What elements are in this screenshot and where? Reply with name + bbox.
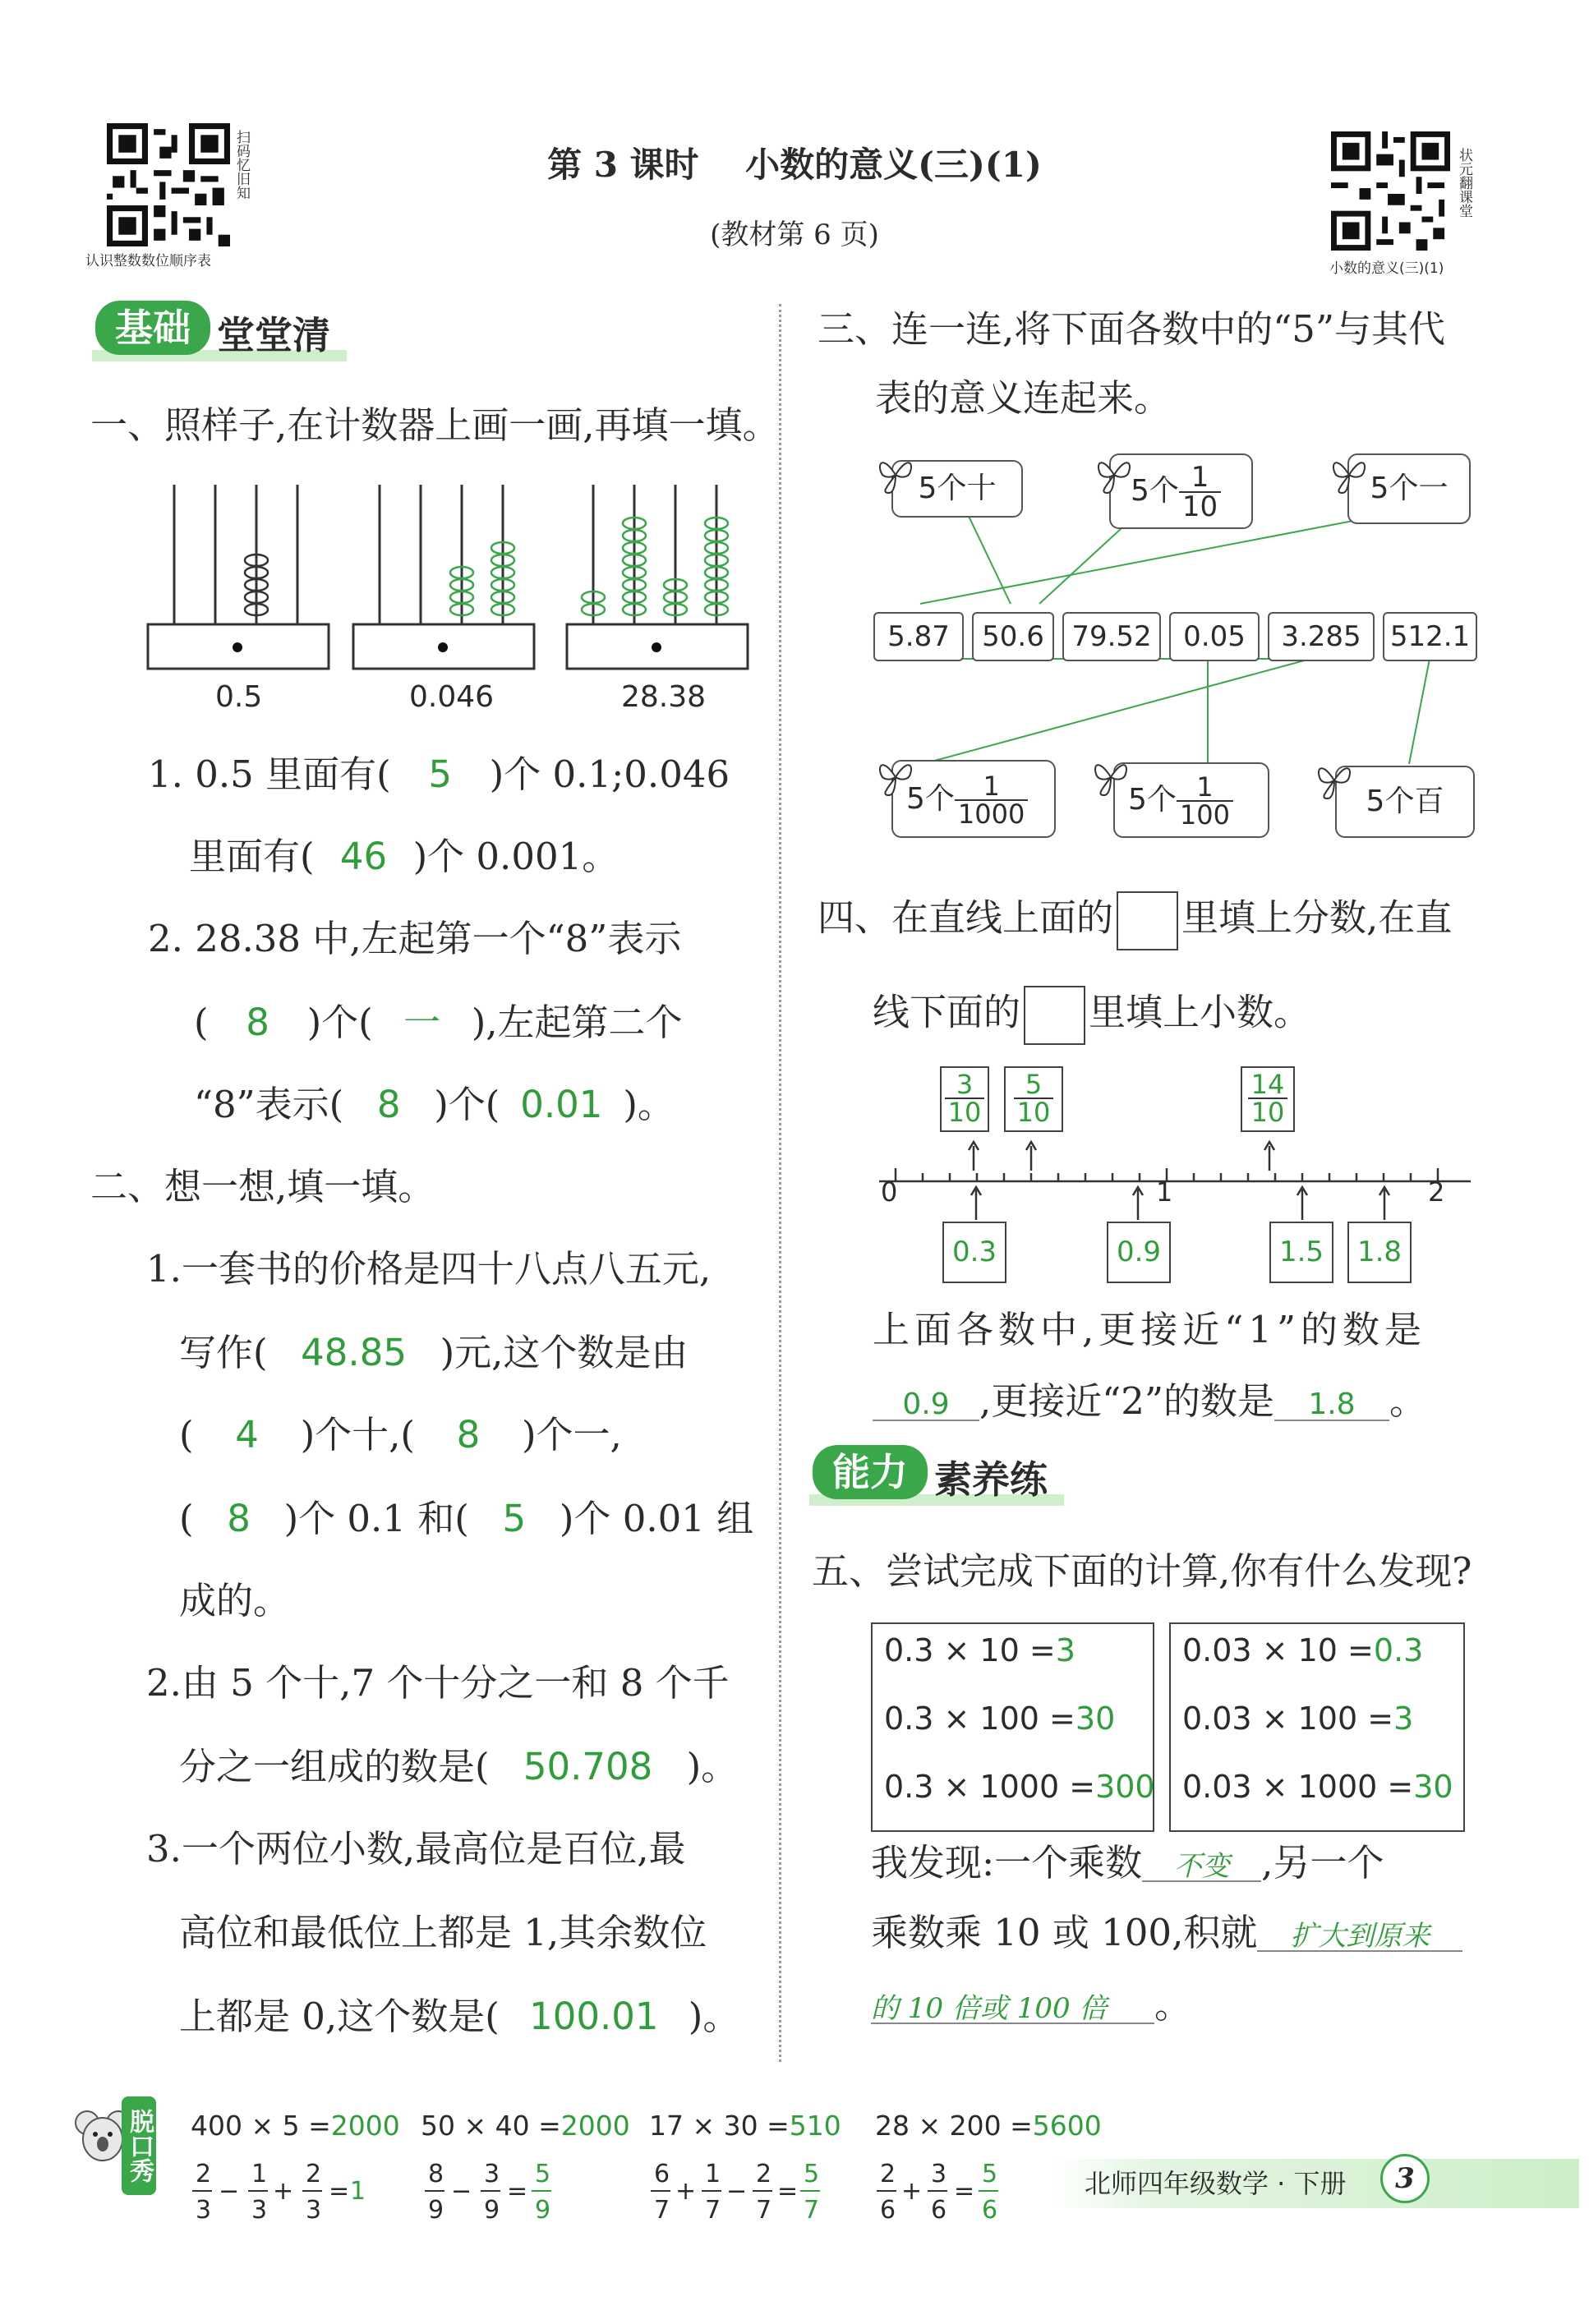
svg-text:6: 6 — [880, 2196, 896, 2225]
svg-text:=: = — [954, 2177, 975, 2206]
butterfly-icon — [1331, 453, 1367, 496]
fraction-box-3-10[interactable]: $\frac{3}{10}$ — [940, 1066, 989, 1132]
q4-title-1: 四、在直线上面的 里填上分数,在直 — [818, 891, 1452, 950]
q2-s1-line3: ( 4 )个十,( 8 )个一, — [179, 1413, 622, 1457]
svg-text:9: 9 — [428, 2196, 444, 2225]
butterfly-icon — [877, 453, 914, 496]
oral-calc-3: 17 × 30 =510 — [649, 2110, 841, 2142]
svg-text:7: 7 — [756, 2196, 772, 2225]
q4-conclusion-2: 0.9 ,更接近“2”的数是 1.8 。 — [873, 1383, 1426, 1421]
butterfly-icon — [1093, 756, 1129, 798]
svg-text:3: 3 — [306, 2196, 322, 2225]
calc-right-1: 0.03 × 10 =0.3 — [1182, 1632, 1424, 1668]
abacus-label-1: 0.5 — [215, 680, 263, 714]
svg-text:8: 8 — [428, 2160, 444, 2188]
q1-s2-line2: ( 8 )个( 一 ),左起第二个 — [194, 1001, 683, 1044]
svg-text:7: 7 — [804, 2196, 820, 2225]
svg-text:2: 2 — [196, 2160, 212, 2188]
card-5-hundreds[interactable]: 5个百 — [1335, 766, 1475, 838]
calc-left-1: 0.3 × 10 =3 — [884, 1632, 1075, 1668]
q1-s1-line2: 里面有( 46 )个 0.001。 — [189, 835, 619, 878]
calc-box-left — [871, 1622, 1154, 1832]
oral-calc-1: 400 × 5 =2000 — [191, 2110, 400, 2142]
q5-finding-2: 乘数乘 10 或 100,积就 扩大到原来 — [871, 1914, 1462, 1952]
q2-s3-line3: 上都是 0,这个数是( 100.01 )。 — [179, 1995, 740, 2038]
svg-text:2: 2 — [756, 2160, 772, 2188]
empty-box-icon — [1024, 986, 1085, 1045]
number-box-5-87[interactable]: 5.87 — [873, 612, 964, 661]
svg-text:3: 3 — [196, 2196, 212, 2225]
q2-title: 二、想一想,填一填。 — [90, 1165, 435, 1208]
q2-s3-line2: 高位和最低位上都是 1,其余数位 — [179, 1911, 707, 1954]
svg-text:2: 2 — [306, 2160, 322, 2188]
abacus-label-2: 0.046 — [409, 680, 495, 714]
abacus-group — [140, 476, 756, 674]
number-box-3-285[interactable]: 3.285 — [1268, 612, 1375, 661]
svg-text:2: 2 — [880, 2160, 896, 2188]
footer-badge-text: 脱口秀 — [122, 2096, 156, 2195]
qr-left-side-text: 扫码忆旧知 — [233, 130, 250, 200]
calc-left-2: 0.3 × 100 =30 — [884, 1700, 1116, 1737]
badge-basic-1: 基础 — [95, 301, 210, 355]
card-5-hundredths[interactable]: 5个 $\frac{1}{100}$ — [1113, 762, 1269, 838]
number-box-50-6[interactable]: 50.6 — [972, 612, 1054, 661]
qr-right-caption: 小数的意义(三)(1) — [1329, 260, 1444, 277]
number-box-0-05[interactable]: 0.05 — [1169, 612, 1260, 661]
abacus-3 — [567, 485, 748, 669]
svg-text:1: 1 — [350, 2177, 366, 2206]
svg-text:6: 6 — [931, 2196, 947, 2225]
section-badge-basic — [92, 297, 347, 363]
answer-blank[interactable]: 1.8 — [1274, 1390, 1389, 1421]
q5-title: 五、尝试完成下面的计算,你有什么发现? — [812, 1549, 1472, 1593]
abacus-1 — [148, 485, 329, 669]
q5-finding-3: 的 10 倍或 100 倍 。 — [871, 1983, 1192, 2027]
q5-finding-1: 我发现:一个乘数 不变 ,另一个 — [871, 1841, 1384, 1885]
svg-text:−: − — [219, 2177, 240, 2206]
column-divider — [779, 304, 781, 2062]
badge-basic-2: 堂堂清 — [217, 313, 330, 357]
q4-title-2: 线下面的 里填上小数。 — [873, 986, 1310, 1045]
abacus-2 — [353, 485, 534, 669]
frac-calc-4 — [877, 2160, 998, 2225]
svg-text:1: 1 — [251, 2160, 268, 2188]
decimal-box-1-8[interactable]: 1.8 — [1347, 1222, 1412, 1283]
q2-s2-line2: 分之一组成的数是( 50.708 )。 — [179, 1745, 739, 1788]
q3-title-1: 三、连一连,将下面各数中的“5”与其代 — [818, 307, 1445, 351]
decimal-box-0-9[interactable]: 0.9 — [1107, 1222, 1171, 1283]
svg-text:7: 7 — [705, 2196, 721, 2225]
decimal-box-1-5[interactable]: 1.5 — [1269, 1222, 1333, 1283]
answer-blank[interactable]: 4 — [235, 1413, 259, 1457]
q4-conclusion-1: 上面各数中,更接近“1”的数是 — [873, 1308, 1426, 1351]
q1-s2-line1: 2. 28.38 中,左起第一个“8”表示 — [148, 917, 682, 960]
answer-blank[interactable]: 0.01 — [520, 1083, 603, 1126]
svg-text:3: 3 — [931, 2160, 947, 2188]
q3-title-2: 表的意义连起来。 — [875, 376, 1172, 420]
book-name: 北师四年级数学 · 下册 — [1085, 2168, 1347, 2199]
answer-blank[interactable]: 0.9 — [873, 1390, 979, 1421]
answer-blank[interactable]: 8 — [376, 1083, 401, 1126]
frac-calc-1 — [192, 2160, 366, 2225]
calc-left-3: 0.3 × 1000 =300 — [884, 1769, 1155, 1805]
qr-code-right[interactable] — [1331, 131, 1450, 254]
answer-blank[interactable]: 5 — [502, 1497, 527, 1540]
answer-blank[interactable]: 8 — [227, 1497, 251, 1540]
svg-text:1: 1 — [705, 2160, 721, 2188]
card-5-tenths[interactable]: 5个 $\frac{1}{10}$ — [1109, 453, 1253, 529]
svg-text:+: + — [273, 2177, 294, 2206]
svg-text:=: = — [329, 2177, 350, 2206]
answer-blank[interactable]: 扩大到原来 — [1257, 1922, 1462, 1952]
axis-label-2: 2 — [1428, 1176, 1445, 1208]
page-title: 第 3 课时 小数的意义(三)(1) — [547, 145, 1042, 185]
card-5-ones[interactable]: 5个一 — [1347, 453, 1471, 524]
page-subtitle: (教材第 6 页) — [710, 219, 879, 251]
answer-blank[interactable]: 不变 — [1142, 1852, 1261, 1882]
number-box-79-52[interactable]: 79.52 — [1062, 612, 1161, 661]
decimal-box-0-3[interactable]: 0.3 — [942, 1222, 1006, 1283]
number-box-512-1[interactable]: 512.1 — [1383, 612, 1477, 661]
q1-s1-line1: 1. 0.5 里面有( 5 )个 0.1;0.046 — [148, 752, 730, 796]
q2-s1-line2: 写作( 48.85 )元,这个数是由 — [179, 1331, 689, 1374]
svg-text:−: − — [451, 2177, 472, 2206]
page-number: 3 — [1380, 2154, 1430, 2203]
svg-text:5: 5 — [804, 2160, 820, 2188]
axis-label-0: 0 — [881, 1176, 898, 1208]
badge-ability-1: 能力 — [813, 1445, 928, 1499]
qr-right-side-text: 状元翻课堂 — [1456, 148, 1472, 218]
frac-calc-2 — [425, 2160, 551, 2225]
footer-badge — [74, 2096, 164, 2203]
calc-box-right — [1169, 1622, 1465, 1832]
answer-blank[interactable]: 的 10 倍或 100 倍 — [871, 1995, 1154, 2024]
q2-s1-line5: 成的。 — [179, 1579, 291, 1622]
axis-label-1: 1 — [1156, 1176, 1173, 1208]
butterfly-icon — [1096, 453, 1132, 496]
answer-blank[interactable]: 100.01 — [529, 1995, 659, 2038]
svg-text:3: 3 — [484, 2160, 500, 2188]
answer-blank[interactable]: 一 — [403, 1001, 441, 1044]
fraction-oral-calcs — [191, 2154, 1029, 2228]
calc-right-2: 0.03 × 100 =3 — [1182, 1700, 1414, 1737]
q1-s2-line3: “8”表示( 8 )个( 0.01 )。 — [194, 1083, 675, 1126]
section-badge-ability — [809, 1442, 1064, 1507]
fraction-box-14-10[interactable]: $\frac{14}{10}$ — [1241, 1066, 1295, 1132]
svg-text:6: 6 — [982, 2196, 998, 2225]
answer-blank[interactable]: 46 — [339, 835, 388, 878]
svg-text:−: − — [726, 2177, 748, 2206]
answer-blank[interactable]: 48.85 — [301, 1331, 407, 1374]
svg-text:3: 3 — [251, 2196, 268, 2225]
qr-left-caption: 认识整数数位顺序表 — [85, 253, 211, 269]
svg-text:+: + — [675, 2177, 697, 2206]
badge-ability-2: 素养练 — [934, 1457, 1048, 1502]
q2-s1-line1: 1.一套书的价格是四十八点八五元, — [146, 1247, 712, 1291]
butterfly-icon — [1316, 759, 1352, 802]
answer-blank[interactable]: 8 — [456, 1413, 481, 1457]
svg-text:9: 9 — [484, 2196, 500, 2225]
q1-title: 一、照样子,在计数器上画一画,再填一填。 — [90, 403, 780, 447]
q2-s1-line4: ( 8 )个 0.1 和( 5 )个 0.01 组 — [179, 1497, 754, 1540]
calc-right-3: 0.03 × 1000 =30 — [1182, 1769, 1453, 1805]
svg-text:=: = — [507, 2177, 528, 2206]
svg-text:5: 5 — [535, 2160, 551, 2188]
answer-blank[interactable]: 8 — [246, 1001, 269, 1044]
svg-text:+: + — [901, 2177, 923, 2206]
svg-text:=: = — [777, 2177, 799, 2206]
butterfly-icon — [877, 756, 914, 798]
abacus-label-3: 28.38 — [621, 680, 707, 714]
svg-text:7: 7 — [654, 2196, 670, 2225]
qr-code-right-icon — [1331, 131, 1450, 251]
empty-box-icon — [1117, 891, 1178, 950]
svg-text:6: 6 — [654, 2160, 670, 2188]
q2-s2-line1: 2.由 5 个十,7 个十分之一和 8 个千 — [146, 1661, 730, 1705]
answer-blank[interactable]: 5 — [428, 752, 452, 796]
oral-calc-2: 50 × 40 =2000 — [421, 2110, 630, 2142]
fraction-box-5-10[interactable]: $\frac{5}{10}$ — [1004, 1066, 1063, 1132]
answer-blank[interactable]: 50.708 — [523, 1745, 653, 1788]
card-5-thousandths[interactable]: 5个 $\frac{1}{1000}$ — [891, 760, 1056, 838]
svg-text:9: 9 — [535, 2196, 551, 2225]
svg-text:5: 5 — [982, 2160, 998, 2188]
q2-s3-line1: 3.一个两位小数,最高位是百位,最 — [146, 1827, 686, 1871]
card-5-tens[interactable]: 5个十 — [891, 460, 1023, 518]
oral-calc-4: 28 × 200 =5600 — [875, 2110, 1102, 2142]
frac-calc-3 — [651, 2160, 820, 2225]
